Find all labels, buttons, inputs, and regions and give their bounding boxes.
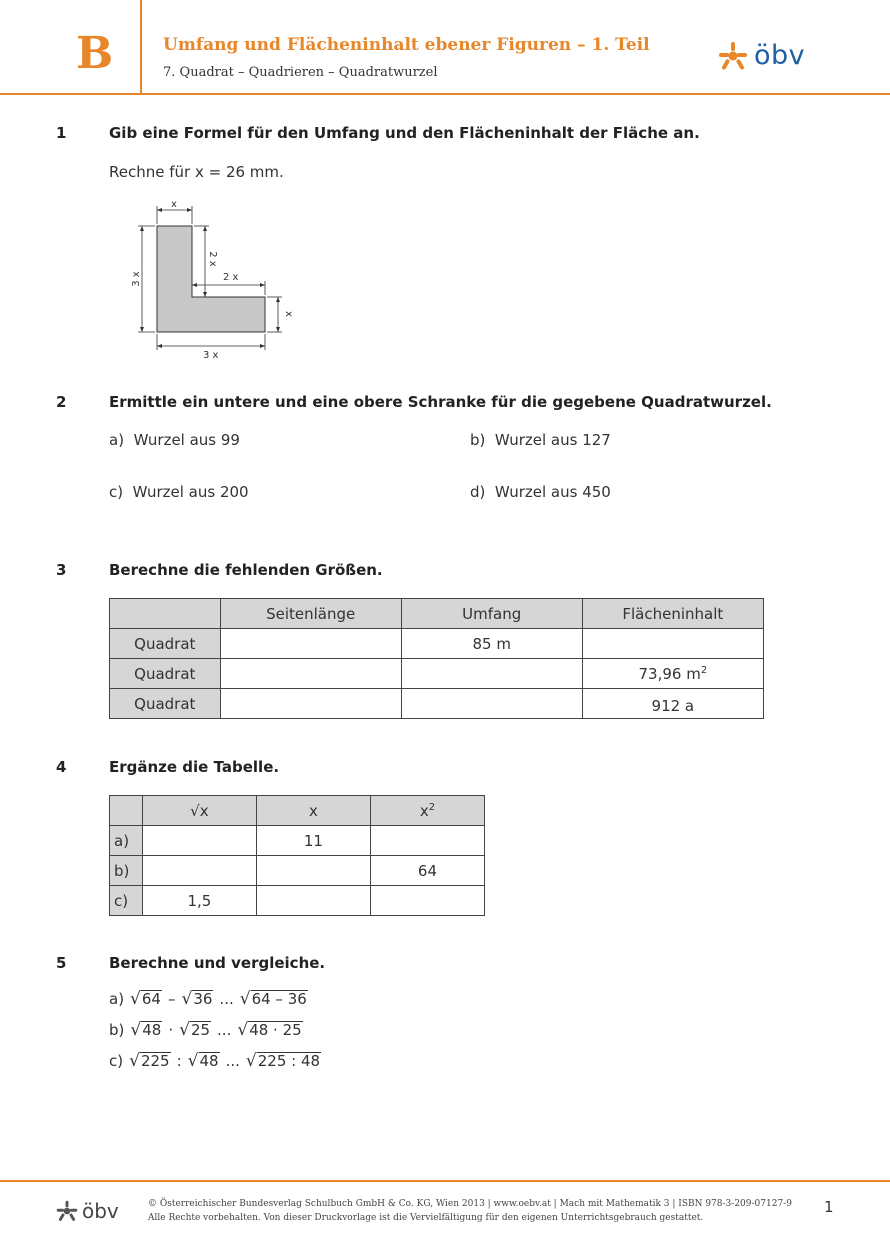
radical-sign: √ [237, 1020, 249, 1041]
task-5-item-a [109, 990, 308, 1008]
table-row [110, 856, 485, 886]
radicand: 36 [193, 990, 213, 1008]
task-5-title: Berechne und vergleiche. [109, 954, 326, 972]
item-text: Wurzel aus 99 [133, 431, 240, 449]
label-right: x [283, 311, 294, 317]
task-2-item-d [470, 483, 611, 501]
task-2-number: 2 [56, 393, 67, 411]
radical-sign: √ [245, 1051, 257, 1072]
header-cell-x: x [256, 796, 370, 826]
item-text: Wurzel aus 127 [494, 431, 611, 449]
cell-x [256, 886, 370, 916]
page-number: 1 [824, 1198, 834, 1216]
item-text: Wurzel aus 200 [132, 483, 249, 501]
radical-sign: √ [187, 1051, 199, 1072]
table-header-row [110, 796, 485, 826]
cell-square [370, 826, 484, 856]
item-label: a) [109, 990, 125, 1009]
cell-area [582, 629, 763, 659]
cell-perimeter: 85 m [401, 629, 582, 659]
radicand: 64 – 36 [251, 990, 307, 1008]
l-shape [157, 226, 265, 332]
task-4-number: 4 [56, 758, 67, 776]
cell-x [256, 856, 370, 886]
cell-perimeter [401, 689, 582, 719]
header-cell-sqrt: √x [142, 796, 256, 826]
task-2-title: Ermittle ein untere und eine obere Schranke für die gegebene Quadratwurzel. [109, 393, 772, 411]
logo-text: öbv [82, 1199, 119, 1223]
radical [188, 1052, 220, 1070]
cell-sqrt [142, 856, 256, 886]
footer-divider [0, 1180, 890, 1182]
row-label: c) [110, 886, 143, 916]
item-label: b) [470, 431, 486, 449]
item-text: Wurzel aus 450 [494, 483, 611, 501]
star-logo-icon [718, 41, 748, 71]
label-inner-horizontal: 2 x [223, 272, 239, 283]
publisher-logo [718, 40, 805, 71]
footer-logo [56, 1199, 119, 1223]
cell-perimeter [401, 659, 582, 689]
copyright-line-2: Alle Rechte vorbehalten. Von dieser Druckvorlage ist die Vervielfältigung für den eigenen Unterrichtsgebrauch gestattet. [148, 1213, 704, 1223]
item-label: c) [109, 1052, 124, 1071]
radical-sign: √ [181, 989, 193, 1010]
task-5-item-b [109, 1021, 303, 1039]
row-label: a) [110, 826, 143, 856]
operator: – [167, 990, 176, 1009]
radicand: 225 : 48 [257, 1052, 321, 1070]
radicand: 64 [141, 990, 161, 1008]
cell-sqrt: 1,5 [142, 886, 256, 916]
header-cell: Umfang [401, 599, 582, 629]
task-2-item-c [109, 483, 249, 501]
cell-square [370, 886, 484, 916]
radical [129, 1052, 170, 1070]
item-label: d) [470, 483, 486, 501]
section-letter: B [76, 28, 114, 79]
page-title: Umfang und Flächeninhalt ebener Figuren – 1. Teil [163, 35, 650, 55]
task-4-title: Ergänze die Tabelle. [109, 758, 280, 776]
radical [181, 990, 213, 1008]
radical [130, 990, 162, 1008]
item-label: c) [109, 483, 124, 501]
label-inner-vertical: 2 x [207, 251, 218, 267]
task-1-number: 1 [56, 124, 67, 142]
table-row [110, 689, 764, 719]
radicand: 48 [199, 1052, 219, 1070]
item-label: b) [109, 1021, 125, 1040]
header-cell-square [370, 796, 484, 826]
cell-side [220, 629, 401, 659]
task-3-table [109, 598, 764, 719]
label-bottom: 3 x [203, 350, 219, 361]
table-row [110, 886, 485, 916]
comparison-dots: ... [225, 1052, 240, 1071]
radical-sign: √ [129, 1051, 140, 1072]
radicand: 48 [142, 1021, 162, 1039]
logo-text: öbv [754, 40, 806, 71]
header-divider-horizontal [0, 93, 890, 95]
cell-side [220, 659, 401, 689]
radicand: 48 · 25 [249, 1021, 302, 1039]
header-cell [110, 599, 221, 629]
cell-sqrt [142, 826, 256, 856]
copyright-notice [148, 1197, 792, 1225]
task-3-title: Berechne die fehlenden Größen. [109, 561, 383, 579]
radical-sign: √ [130, 1020, 142, 1041]
item-label: a) [109, 431, 125, 449]
cell-side [220, 689, 401, 719]
task-2-item-a [109, 431, 240, 449]
table-row [110, 826, 485, 856]
radical [130, 1021, 162, 1039]
page-subtitle: 7. Quadrat – Quadrieren – Quadratwurzel [163, 65, 438, 80]
task-2-item-b [470, 431, 611, 449]
table-row [110, 659, 764, 689]
task-5-number: 5 [56, 954, 67, 972]
comparison-dots: ... [219, 990, 234, 1009]
radical [240, 990, 308, 1008]
radical-sign: √ [130, 989, 141, 1010]
radical-sign: √ [239, 989, 251, 1010]
task-1-text: Rechne für x = 26 mm. [109, 163, 284, 181]
table-header-row [110, 599, 764, 629]
operator: : [176, 1052, 182, 1071]
radicand: 225 [140, 1052, 170, 1070]
radical [179, 1021, 211, 1039]
radical [246, 1052, 321, 1070]
radical-sign: √ [179, 1020, 190, 1041]
row-label: Quadrat [110, 659, 221, 689]
row-label: Quadrat [110, 629, 221, 659]
task-5-item-c [109, 1052, 321, 1070]
task-3-number: 3 [56, 561, 67, 579]
square-exponent: 2 [428, 801, 436, 813]
cell-x: 11 [256, 826, 370, 856]
table-row [110, 629, 764, 659]
cell-area [582, 659, 763, 689]
l-shape-figure [125, 196, 295, 366]
copyright-line-1: © Österreichischer Bundesverlag Schulbuch GmbH & Co. KG, Wien 2013 | www.oebv.at | Mach mit Mathematik 3 | ISBN 978-3-209-07127-9 [148, 1199, 792, 1209]
area-value: 912 a [651, 696, 695, 715]
cell-area [582, 689, 763, 719]
header-cell: Seitenlänge [220, 599, 401, 629]
square-base: x [419, 801, 429, 820]
task-1-title: Gib eine Formel für den Umfang und den Flächeninhalt der Fläche an. [109, 124, 700, 142]
operator: · [168, 1021, 174, 1040]
area-value: 73,96 m [638, 664, 701, 683]
row-label: b) [110, 856, 143, 886]
area-exponent: 2 [700, 664, 708, 676]
label-top: x [171, 199, 177, 210]
row-label: Quadrat [110, 689, 221, 719]
radicand: 25 [190, 1021, 211, 1039]
radical [237, 1021, 302, 1039]
star-logo-icon [56, 1200, 78, 1222]
header-divider-vertical [140, 0, 142, 94]
header-cell: Flächeninhalt [582, 599, 763, 629]
comparison-dots: ... [217, 1021, 232, 1040]
header-cell-empty [110, 796, 143, 826]
cell-square: 64 [370, 856, 484, 886]
label-left: 3 x [131, 271, 142, 287]
task-4-table [109, 795, 485, 916]
